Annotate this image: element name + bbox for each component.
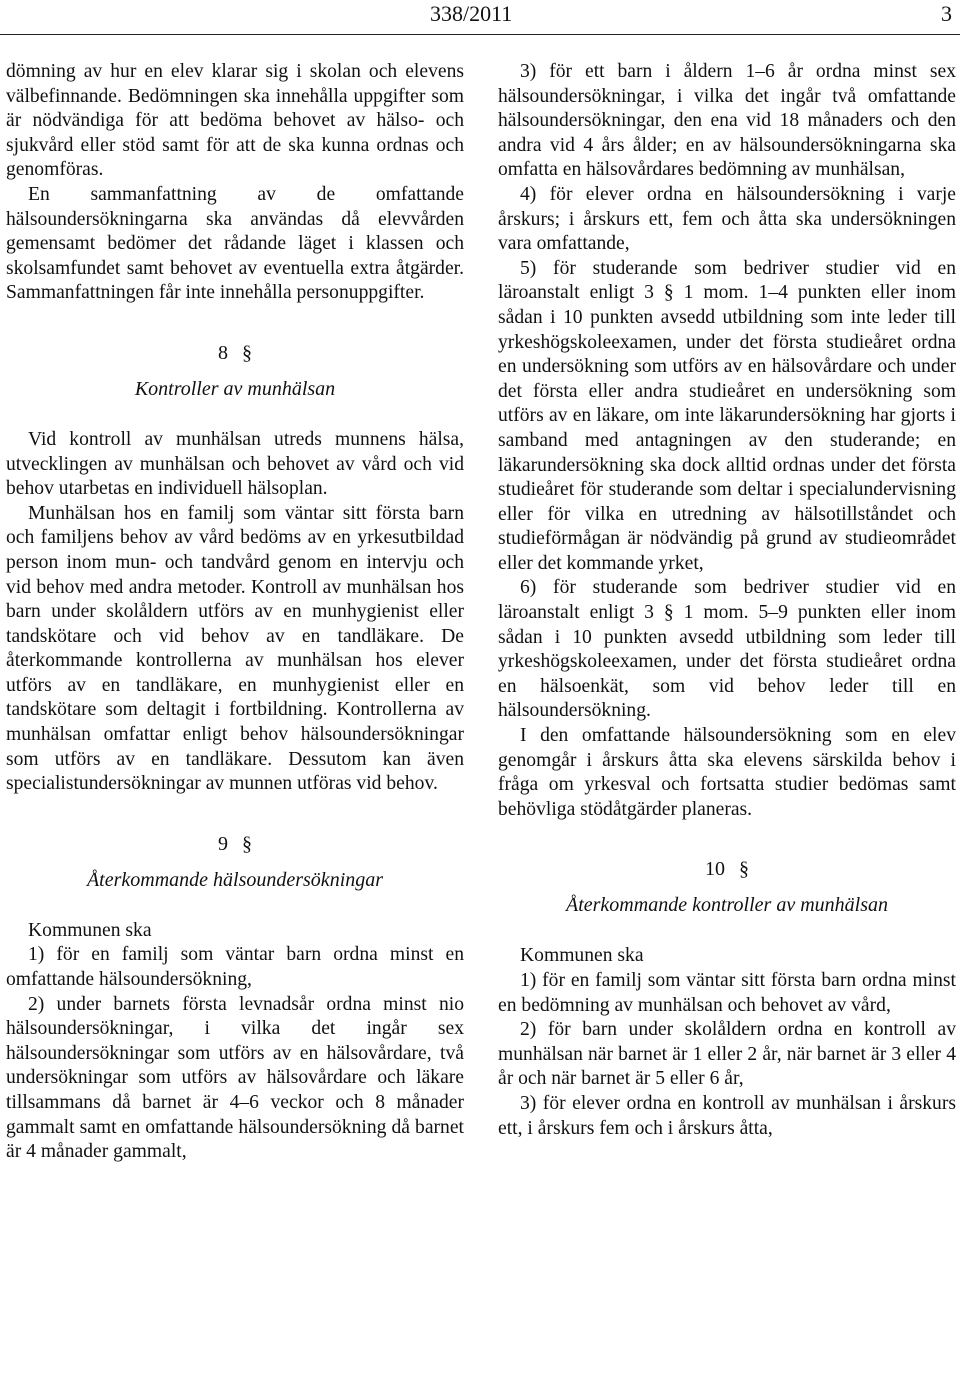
list-item: 3) för elever ordna en kontroll av munhälsan i årskurs ett, i årskurs fem och i årskurs åtta, bbox=[498, 1092, 956, 1139]
section-number: 10 bbox=[705, 858, 725, 881]
paragraph: dömning av hur en elev klarar sig i skolan och elevens välbefinnande. Bedömningen ska innehålla uppgifter som är nödvändiga för att bedöma behovet av hälso- och sjukvård eller stöd samt för att de ska kunna ordnas och genomföras. bbox=[6, 61, 464, 181]
list-item: 1) för en familj som väntar sitt första barn ordna minst en bedömning av munhälsan och behovet av vård, bbox=[498, 970, 956, 1016]
list-item: 6) för studerande som bedriver studier vid en läroanstalt enligt 3 § 1 mom. 5–9 punkten eller inom sådan i 10 punkten avsedd utbildning som leder till yrkeshögskoleexamen, under det första studieåret ordna en hälsoenkät, som vid behov leder till en hälsoundersökning. bbox=[498, 577, 956, 722]
section-sign: § bbox=[739, 858, 749, 881]
list-item: 3) för ett barn i åldern 1–6 år ordna minst sex hälsoundersökningar, i vilka det ingår två omfattande hälsoundersökningar, den ena vid 18 månaders och den andra vid 4 års ålder; en av hälsoundersökningarna ska omfatta en hälsovårdares bedömning av munhälsan, bbox=[498, 61, 956, 181]
section-sign: § bbox=[242, 341, 252, 364]
document-number: 338/2011 bbox=[430, 1, 513, 26]
page-header bbox=[0, 0, 960, 35]
section-heading-8 bbox=[6, 340, 464, 366]
list-item: 1) för en familj som väntar barn ordna minst en omfattande hälsoundersökning, bbox=[6, 944, 464, 991]
section-sign: § bbox=[242, 832, 252, 855]
paragraph: En sammanfattning av de omfattande hälsoundersökningarna ska användas då elevvården gemensamt bedömer det rådande läget i klassen och skolsamfundet samt behovet av eventuella extra åtgärder. Sammanfattningen får inte innehålla personuppgifter. bbox=[6, 183, 464, 304]
list-item: 2) under barnets första levnadsår ordna minst nio hälsoundersökningar, i vilka det ingår sex hälsoundersökningar som utförs av en hälsovårdare, två undersökningar som utförs av hälsovårdare och läkare tillsammans då barnet är 4–6 veckor och 8 månader gammalt samt en omfattande hälsoundersökning då barnet är 4 månader gammalt, bbox=[6, 993, 464, 1163]
section-heading-9 bbox=[6, 831, 464, 857]
section-heading-10 bbox=[498, 856, 956, 882]
page-number: 3 bbox=[941, 1, 952, 26]
list-item: 5) för studerande som bedriver studier vid en läroanstalt enligt 3 § 1 mom. 1–4 punkten eller inom sådan i 10 punkten avsedd utbildning som inte leder till yrkeshögskoleexamen, under det första studieåret ordna en undersökning som utförs av en hälsovårdare och under det första eller andra studieåret en undersökning som utförs av en läkare, om inte läkarundersökning har gjorts i samband med antagningen av den studerande; en läkarundersökning ska dock alltid ordnas under det första studieåret för studerande som deltar i specialundervisning eller för vilka en utredning av hälsotillståndet och studieförmågan är nödvändig på grund av studieområdet eller det kommande yrket, bbox=[498, 257, 956, 574]
section-number: 8 bbox=[218, 341, 228, 364]
list-item: 2) för barn under skolåldern ordna en kontroll av munhälsan när barnet är 1 eller 2 år, när barnet är 3 eller 4 år och när barnet är 5 eller 6 år, bbox=[498, 1019, 956, 1090]
paragraph: Kommunen ska bbox=[520, 945, 644, 967]
paragraph: Vid kontroll av munhälsan utreds munnens hälsa, utvecklingen av munhälsan och behovet av vård och vid behov utarbetas en individuell hälsoplan. bbox=[6, 428, 464, 500]
section-number: 9 bbox=[218, 832, 228, 855]
list-item: 4) för elever ordna en hälsoundersökning i varje årskurs; i årskurs ett, fem och åtta ska undersökningen vara omfattande, bbox=[498, 183, 956, 255]
section-title: Återkommande kontroller av munhälsan bbox=[566, 894, 888, 917]
paragraph: I den omfattande hälsoundersökning som en elev genomgår i årskurs åtta ska elevens särskilda behov i fråga om yrkesval och fortsatta studier bedömas samt behövliga stödåtgärder planeras. bbox=[498, 725, 956, 820]
right-column bbox=[498, 60, 956, 1141]
paragraph: Munhälsan hos en familj som väntar sitt första barn och familjens behov av vård bedöms av en yrkesutbildad person inom mun- och tandvård genom en intervju och vid behov med andra metoder. Kontroll av munhälsan hos barn under skolåldern utförs av en munhygienist eller tandskötare och vid behov av en tandläkare. De återkommande kontrollerna av munhälsan hos elever utförs av en tandläkare, en munhygienist eller en tandskötare som deltagit i fortbildning. Kontrollerna av munhälsan omfattar enligt behov hälsoundersökningar som utförs av en tandläkare. Dessutom kan även specialistundersökningar av munnen utföras vid behov. bbox=[6, 502, 464, 795]
paragraph: Kommunen ska bbox=[28, 919, 152, 941]
section-title: Återkommande hälsoundersökningar bbox=[86, 868, 384, 891]
left-column bbox=[6, 60, 464, 1165]
section-title: Kontroller av munhälsan bbox=[134, 377, 336, 400]
